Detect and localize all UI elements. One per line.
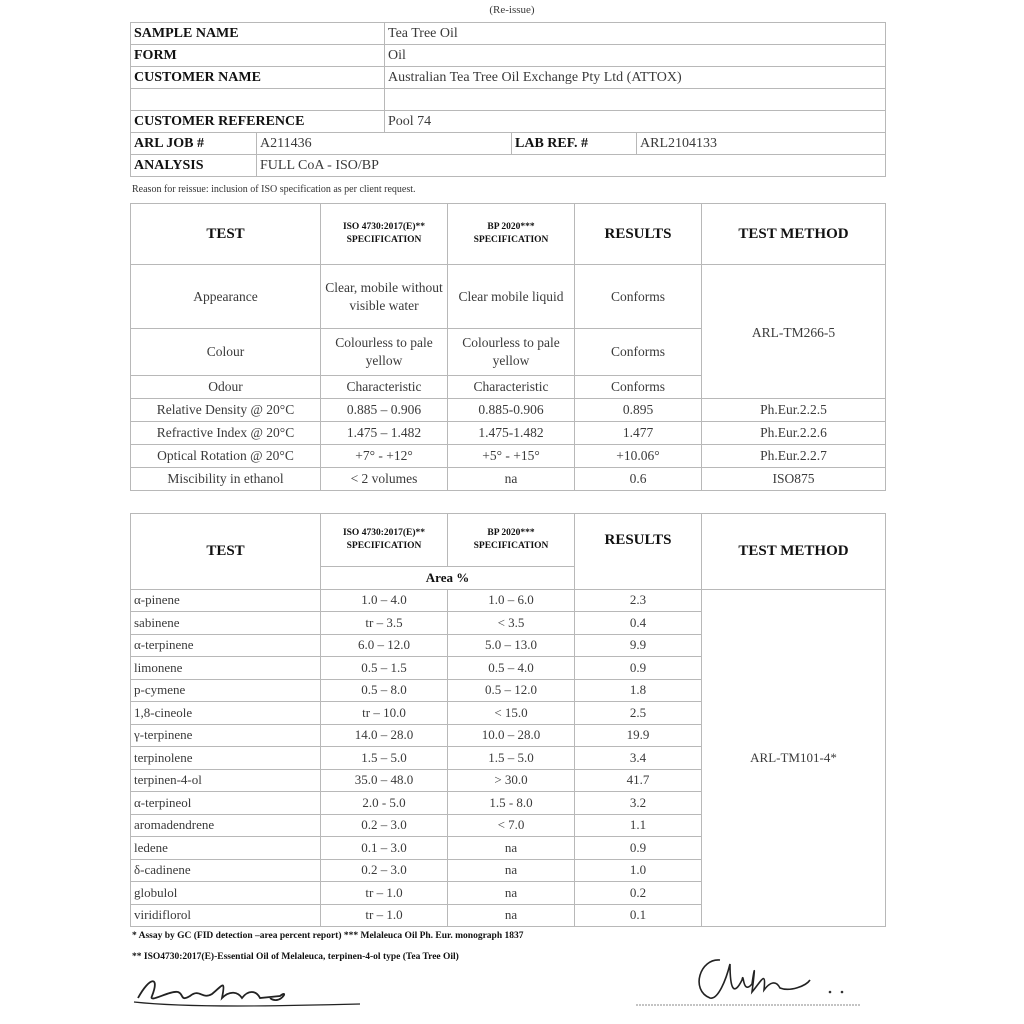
iso-spec: 14.0 – 28.0 [321, 724, 448, 747]
customer-reference-row [131, 111, 886, 133]
group-test-method: ARL-TM101-4* [702, 589, 886, 927]
sample-name-row [131, 23, 886, 45]
col-bp-spec: BP 2020*** SPECIFICATION [448, 514, 575, 567]
col-bp-spec: BP 2020*** SPECIFICATION [448, 204, 575, 265]
component-name: viridiflorol [131, 904, 321, 927]
form-row [131, 45, 886, 67]
table-row [131, 445, 886, 468]
bp-spec: na [448, 882, 575, 905]
component-name: 1,8-cineole [131, 702, 321, 725]
sample-name-label: SAMPLE NAME [131, 23, 385, 45]
test-name: Odour [131, 376, 321, 399]
result: +10.06° [575, 445, 702, 468]
bp-spec: na [448, 904, 575, 927]
result: Conforms [575, 329, 702, 376]
iso-spec: 0.885 – 0.906 [321, 399, 448, 422]
result: 2.3 [575, 589, 702, 612]
customer-reference-label: CUSTOMER REFERENCE [131, 111, 385, 133]
iso-spec: 1.475 – 1.482 [321, 422, 448, 445]
iso-spec: 1.5 – 5.0 [321, 747, 448, 770]
result: 1.1 [575, 814, 702, 837]
test-method: Ph.Eur.2.2.5 [702, 399, 886, 422]
bp-spec: 0.5 – 12.0 [448, 679, 575, 702]
iso-spec: 0.5 – 8.0 [321, 679, 448, 702]
result: 1.8 [575, 679, 702, 702]
form-value: Oil [385, 45, 886, 67]
component-name: limonene [131, 657, 321, 680]
footnote-2: ** ISO4730:2017(E)-Essential Oil of Melaleuca, terpinen-4-ol type (Tea Tree Oil) [132, 952, 459, 962]
col-test: TEST [131, 514, 321, 590]
iso-spec: 35.0 – 48.0 [321, 769, 448, 792]
test-name: Relative Density @ 20°C [131, 399, 321, 422]
bp-spec: Colourless to pale yellow [448, 329, 575, 376]
col-test: TEST [131, 204, 321, 265]
test-method: Ph.Eur.2.2.7 [702, 445, 886, 468]
bp-spec: Characteristic [448, 376, 575, 399]
test-name: Refractive Index @ 20°C [131, 422, 321, 445]
component-name: aromadendrene [131, 814, 321, 837]
result: 0.6 [575, 468, 702, 491]
bp-spec: 1.0 – 6.0 [448, 589, 575, 612]
iso-spec: 0.2 – 3.0 [321, 814, 448, 837]
reissue-label: (Re-issue) [489, 4, 535, 16]
result: 3.4 [575, 747, 702, 770]
job-row [131, 133, 886, 155]
test-name: Appearance [131, 265, 321, 329]
bp-spec: 0.885-0.906 [448, 399, 575, 422]
table-row [131, 265, 886, 329]
iso-spec: 2.0 - 5.0 [321, 792, 448, 815]
analysis-label: ANALYSIS [131, 155, 257, 177]
result: 0.9 [575, 837, 702, 860]
table-row [131, 399, 886, 422]
customer-name-value: Australian Tea Tree Oil Exchange Pty Ltd (ATTOX) [385, 67, 886, 89]
iso-spec: < 2 volumes [321, 468, 448, 491]
bp-spec: 0.5 – 4.0 [448, 657, 575, 680]
iso-spec: 6.0 – 12.0 [321, 634, 448, 657]
customer-name-label: CUSTOMER NAME [131, 67, 385, 89]
result: 0.4 [575, 612, 702, 635]
iso-spec: tr – 1.0 [321, 882, 448, 905]
lab-ref-value: ARL2104133 [637, 133, 886, 155]
bp-spec: < 3.5 [448, 612, 575, 635]
blank-cell [131, 89, 385, 111]
blank-row [131, 89, 886, 111]
signature-left [130, 968, 370, 1014]
bp-spec: < 7.0 [448, 814, 575, 837]
iso-spec: tr – 1.0 [321, 904, 448, 927]
iso-spec: tr – 3.5 [321, 612, 448, 635]
arl-job-label: ARL JOB # [131, 133, 257, 155]
result: 1.0 [575, 859, 702, 882]
component-name: γ-terpinene [131, 724, 321, 747]
test-name: Colour [131, 329, 321, 376]
bp-spec: 1.475-1.482 [448, 422, 575, 445]
area-percent-label: Area % [321, 567, 575, 590]
arl-job-value: A211436 [257, 133, 512, 155]
blank-cell [385, 89, 886, 111]
bp-spec: 1.5 - 8.0 [448, 792, 575, 815]
table-row [131, 589, 886, 612]
form-label: FORM [131, 45, 385, 67]
component-name: p-cymene [131, 679, 321, 702]
component-name: ledene [131, 837, 321, 860]
col-results: RESULTS [575, 514, 702, 567]
test-name: Optical Rotation @ 20°C [131, 445, 321, 468]
test-method: ISO875 [702, 468, 886, 491]
bp-spec: +5° - +15° [448, 445, 575, 468]
signature-right [630, 940, 870, 1010]
iso-spec: +7° - +12° [321, 445, 448, 468]
customer-name-row [131, 67, 886, 89]
col-iso-spec: ISO 4730:2017(E)** SPECIFICATION [321, 514, 448, 567]
table-row [131, 468, 886, 491]
group-test-method: ARL-TM266-5 [702, 265, 886, 399]
sample-name-value: Tea Tree Oil [385, 23, 886, 45]
result: 2.5 [575, 702, 702, 725]
table-row [131, 422, 886, 445]
col-iso-spec: ISO 4730:2017(E)** SPECIFICATION [321, 204, 448, 265]
sample-info-table [130, 22, 886, 177]
component-name: α-terpineol [131, 792, 321, 815]
result: 0.895 [575, 399, 702, 422]
bp-spec: 5.0 – 13.0 [448, 634, 575, 657]
component-name: α-pinene [131, 589, 321, 612]
component-name: globulol [131, 882, 321, 905]
bp-spec: < 15.0 [448, 702, 575, 725]
result: Conforms [575, 265, 702, 329]
iso-spec: 0.5 – 1.5 [321, 657, 448, 680]
col-test-method: TEST METHOD [702, 514, 886, 590]
customer-reference-value: Pool 74 [385, 111, 886, 133]
result: 3.2 [575, 792, 702, 815]
iso-spec: Characteristic [321, 376, 448, 399]
component-name: terpinolene [131, 747, 321, 770]
composition-table [130, 513, 886, 927]
reissue-reason: Reason for reissue: inclusion of ISO specification as per client request. [132, 184, 416, 195]
analysis-value: FULL CoA - ISO/BP [257, 155, 886, 177]
iso-spec: tr – 10.0 [321, 702, 448, 725]
analysis-row [131, 155, 886, 177]
bp-spec: 1.5 – 5.0 [448, 747, 575, 770]
component-name: α-terpinene [131, 634, 321, 657]
test-name: Miscibility in ethanol [131, 468, 321, 491]
result: Conforms [575, 376, 702, 399]
col-test-method: TEST METHOD [702, 204, 886, 265]
bp-spec: 10.0 – 28.0 [448, 724, 575, 747]
bp-spec: na [448, 468, 575, 491]
iso-spec: 1.0 – 4.0 [321, 589, 448, 612]
bp-spec: > 30.0 [448, 769, 575, 792]
result: 19.9 [575, 724, 702, 747]
lab-ref-label: LAB REF. # [512, 133, 637, 155]
component-name: terpinen-4-ol [131, 769, 321, 792]
result: 1.477 [575, 422, 702, 445]
test-method: Ph.Eur.2.2.6 [702, 422, 886, 445]
col-results: RESULTS [575, 204, 702, 265]
result: 0.9 [575, 657, 702, 680]
iso-spec: 0.1 – 3.0 [321, 837, 448, 860]
component-name: sabinene [131, 612, 321, 635]
results-header-spacer [575, 567, 702, 590]
physical-tests-table [130, 203, 886, 491]
bp-spec: Clear mobile liquid [448, 265, 575, 329]
result: 0.2 [575, 882, 702, 905]
bp-spec: na [448, 859, 575, 882]
bp-spec: na [448, 837, 575, 860]
component-name: δ-cadinene [131, 859, 321, 882]
result: 9.9 [575, 634, 702, 657]
iso-spec: Clear, mobile without visible water [321, 265, 448, 329]
iso-spec: Colourless to pale yellow [321, 329, 448, 376]
footnote-1: * Assay by GC (FID detection –area percent report) *** Melaleuca Oil Ph. Eur. monograph 1837 [132, 931, 524, 941]
result: 0.1 [575, 904, 702, 927]
iso-spec: 0.2 – 3.0 [321, 859, 448, 882]
result: 41.7 [575, 769, 702, 792]
